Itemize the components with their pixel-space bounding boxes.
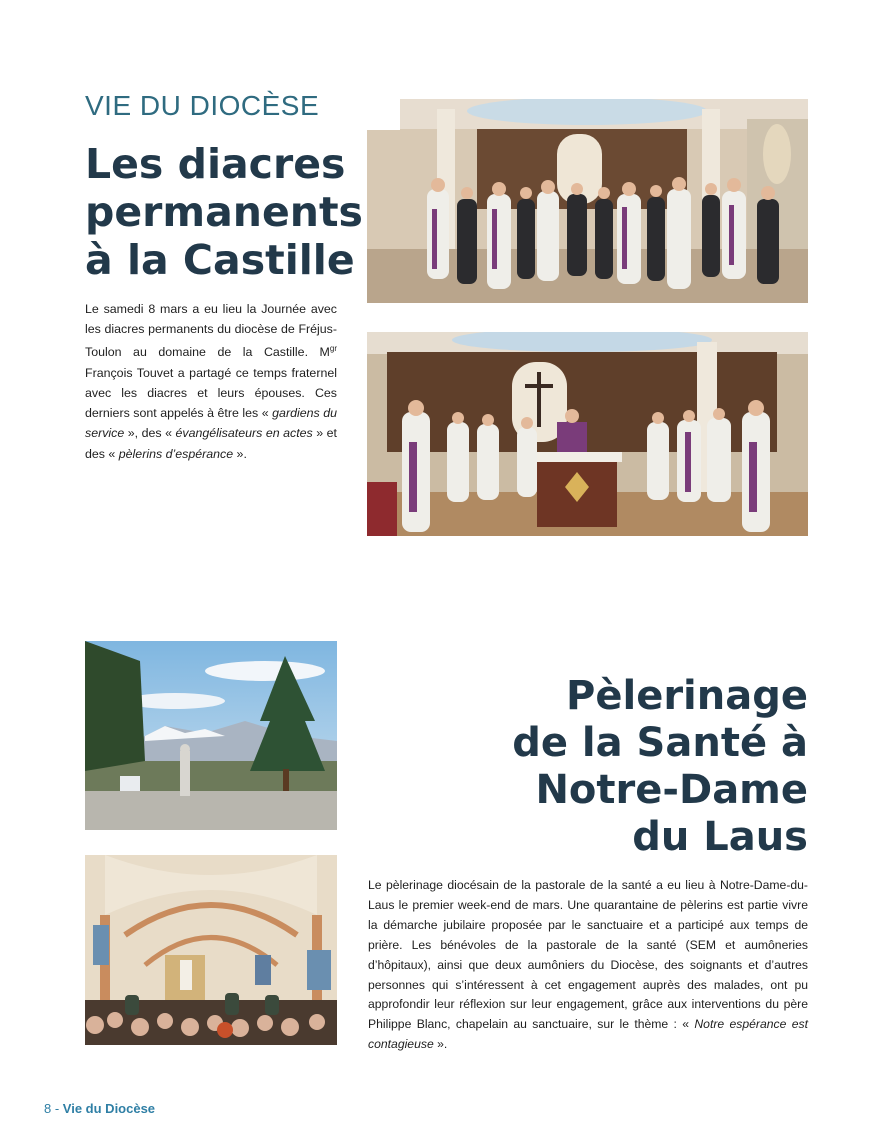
title-line: du Laus (632, 814, 808, 860)
body-superscript: gr (329, 344, 337, 354)
page-number: 8 (44, 1101, 52, 1116)
page-footer (44, 1101, 155, 1116)
title-line: Pèlerinage (566, 673, 808, 719)
photo-cutout (367, 99, 400, 130)
body-emphasis: gardiens du service (85, 406, 337, 441)
section-label: VIE DU DIOCÈSE (85, 90, 320, 121)
title-line: de la Santé à (512, 720, 808, 766)
title-line: Notre-Dame (535, 767, 808, 813)
photo-deacons-group (367, 99, 808, 303)
article-body-diacres (85, 299, 337, 464)
photo-mountain-landscape (85, 641, 337, 830)
photo-sanctuary-interior (85, 855, 337, 1045)
title-line: permanents (85, 188, 363, 236)
title-line: à la Castille (85, 236, 355, 284)
article-title-diacres (85, 140, 385, 284)
article-body-pelerinage (368, 876, 808, 1055)
article-title-pelerinage (470, 673, 808, 861)
body-text: ». (233, 446, 247, 461)
body-text: » et des « (85, 426, 337, 461)
body-text: Le samedi 8 mars a eu lieu la Journée avec les diacres permanents du diocèse de Fréjus-Toulon au domaine de la Castille. M (85, 302, 337, 360)
body-emphasis: Notre espérance est contagieuse (368, 1017, 808, 1052)
body-emphasis: pèlerins d’espérance (118, 446, 234, 461)
title-line: Les diacres (85, 140, 346, 188)
body-text: Le pèlerinage diocésain de la pastorale de la santé a eu lieu à Notre-Dame-du-Laus le premier week-end de mars. Une quarantaine de pèlerins est partie vivre la démarche jubilaire proposée par le sanctuaire et a participé aux temps de prière. Les bénévoles de la pastorale de la santé (SEM et aumôneries d’hôpitaux), ainsi que deux aumôniers du Diocèse, des soignants et d’autres personnes qui s’intéressent à cet engagement auprès des malades, ont pu approfondir leur réflexion sur leur engagement, grâce aux interventions du père Philippe Blanc, chapelain au sanctuaire, sur le thème : « (368, 878, 808, 1032)
body-text: François Touvet a partagé ce temps fraternel avec les diacres et leurs épouses. Ces derniers sont appelés à être les « (85, 365, 337, 421)
body-text: », des « (124, 426, 176, 441)
body-emphasis: évangélisateurs en actes (175, 426, 313, 441)
body-text: ». (433, 1037, 448, 1052)
photo-altar-celebration (367, 332, 808, 536)
footer-separator: - (51, 1101, 63, 1116)
footer-section: Vie du Diocèse (62, 1101, 156, 1116)
